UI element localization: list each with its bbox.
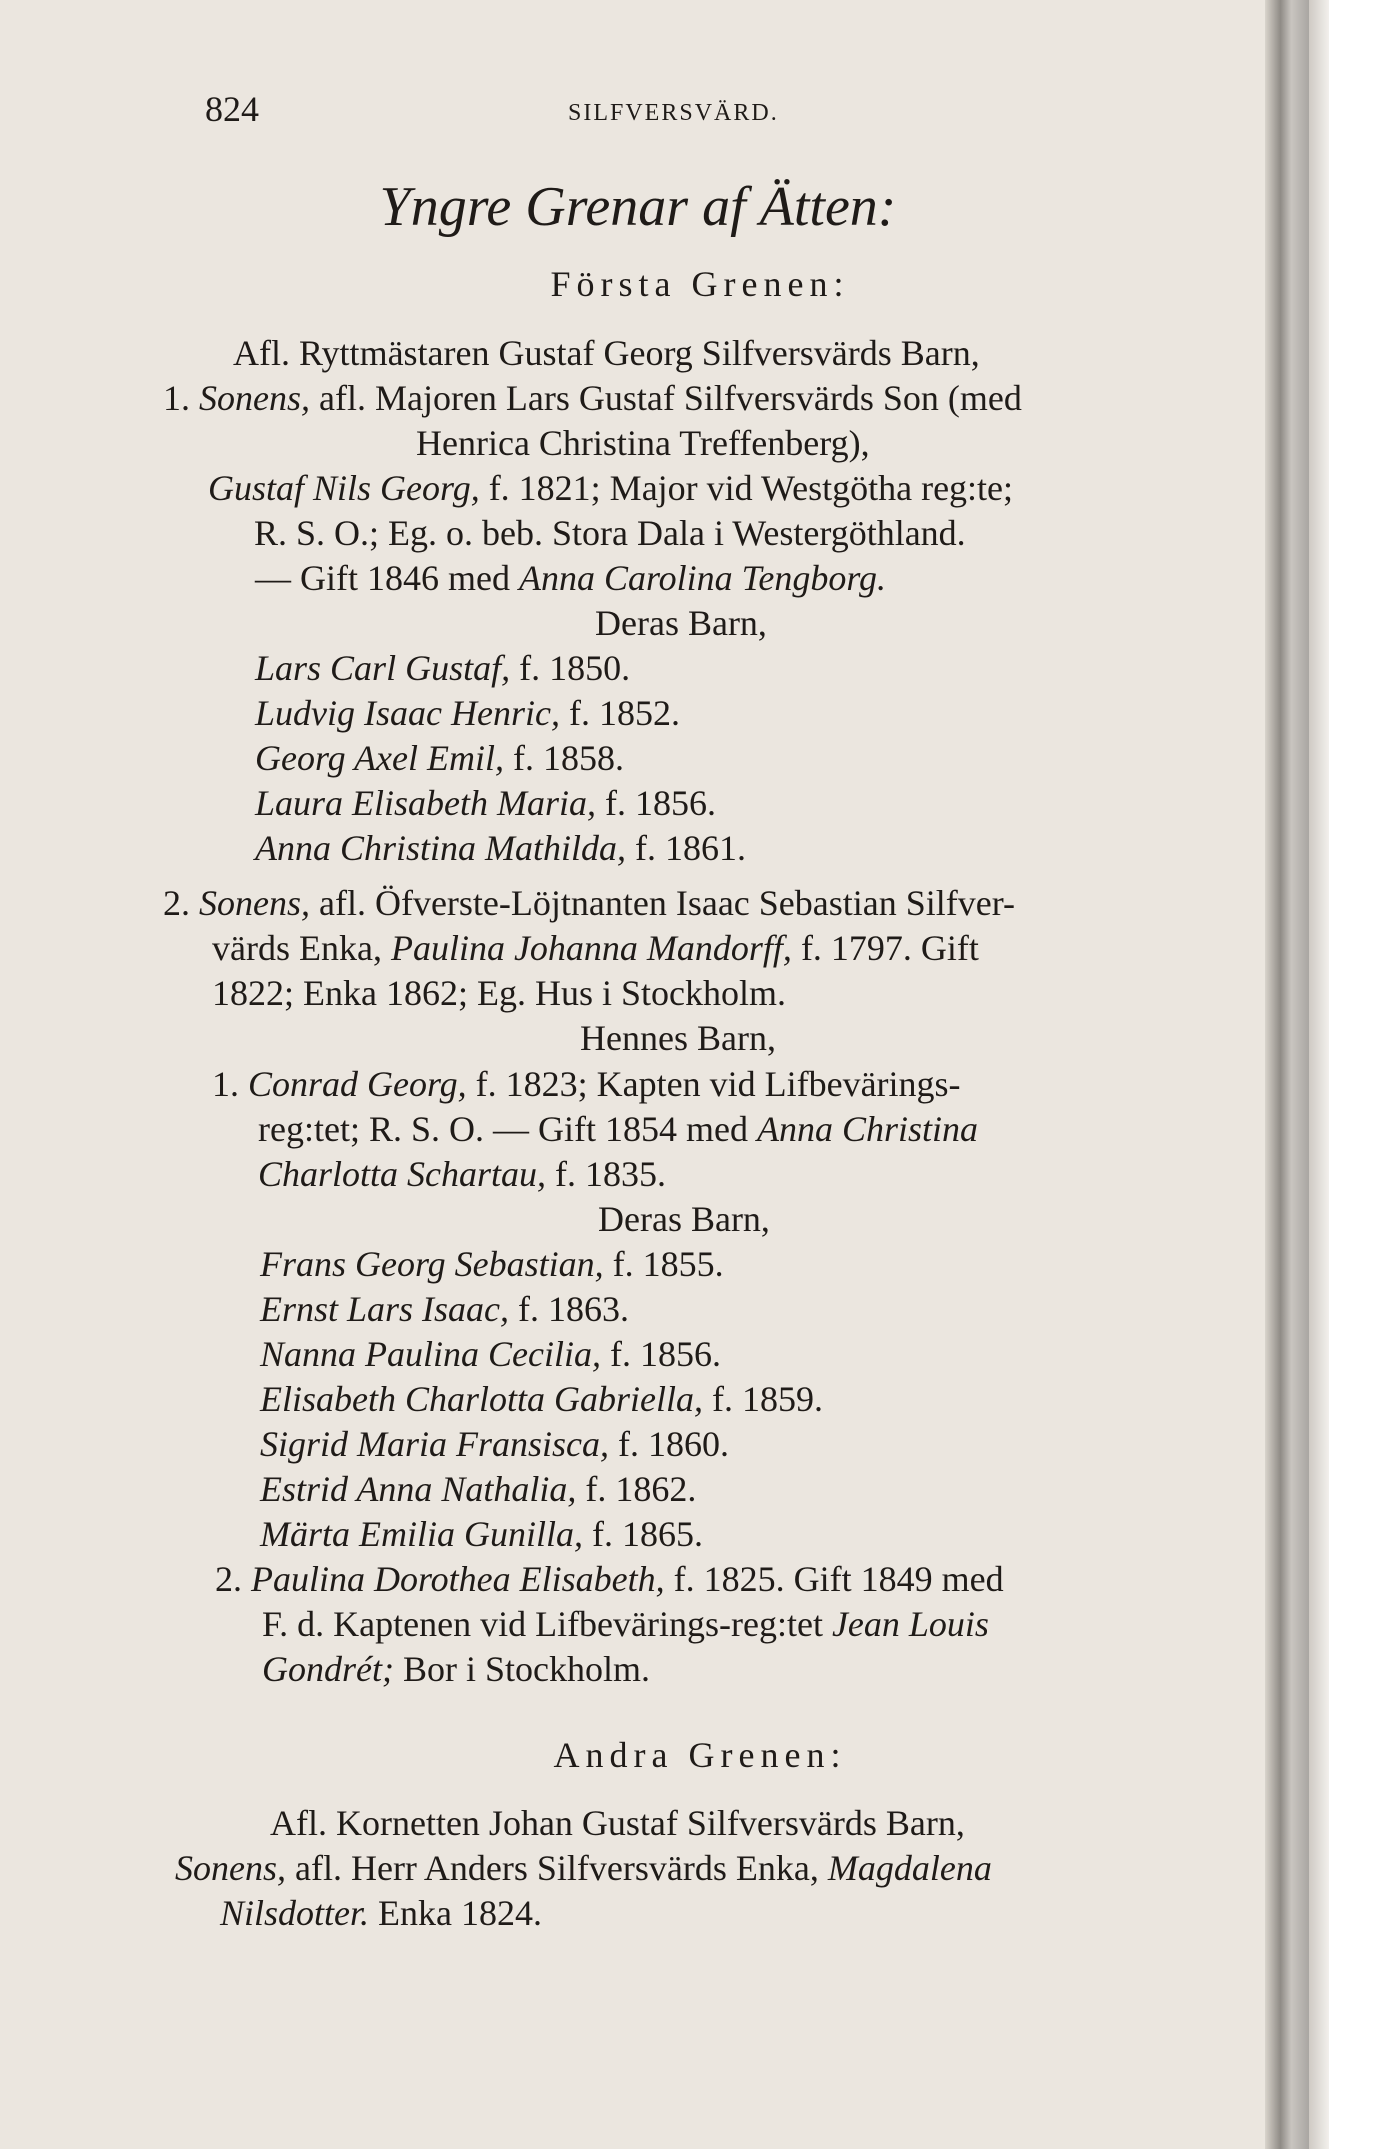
text-line: Anna Christina Mathilda, f. 1861. — [255, 828, 747, 868]
text-line: Nanna Paulina Cecilia, f. 1856. — [260, 1334, 721, 1374]
text-line: 2. Sonens, afl. Öfverste-Löjtnanten Isaac Sebastian Silfver- — [163, 883, 1016, 923]
text-line: Nilsdotter. Enka 1824. — [220, 1893, 542, 1933]
section-title: Yngre Grenar af Ätten: — [379, 176, 897, 238]
text-line: Estrid Anna Nathalia, f. 1862. — [260, 1469, 697, 1509]
text-line: Ludvig Isaac Henric, f. 1852. — [255, 693, 680, 733]
book-gutter — [1265, 0, 1309, 2149]
text-line: Henrica Christina Treffenberg), — [416, 423, 870, 463]
first-branch-heading: Första Grenen: — [550, 264, 850, 304]
text-line: Charlotta Schartau, f. 1835. — [258, 1154, 667, 1194]
text-line: Afl. Kornetten Johan Gustaf Silfversvärds Barn, — [270, 1803, 965, 1843]
text-line: Deras Barn, — [595, 603, 767, 643]
text-line: Gustaf Nils Georg, f. 1821; Major vid Westgötha reg:te; — [208, 468, 1014, 508]
text-line: Märta Emilia Gunilla, f. 1865. — [260, 1514, 703, 1554]
text-line: F. d. Kaptenen vid Lifbevärings-reg:tet Jean Louis — [262, 1604, 989, 1644]
text-line: Georg Axel Emil, f. 1858. — [255, 738, 624, 778]
text-line: 1822; Enka 1862; Eg. Hus i Stockholm. — [212, 973, 786, 1013]
text-line: Ernst Lars Isaac, f. 1863. — [260, 1289, 630, 1329]
text-line: Laura Elisabeth Maria, f. 1856. — [255, 783, 717, 823]
page-number: 824 — [205, 89, 259, 129]
text-line: värds Enka, Paulina Johanna Mandorff, f. 1797. Gift — [212, 928, 979, 968]
page-edge — [1309, 0, 1329, 2149]
text-line: Lars Carl Gustaf, f. 1850. — [255, 648, 631, 688]
page-header — [205, 88, 1185, 138]
text-line: Deras Barn, — [598, 1199, 770, 1239]
text-line: 2. Paulina Dorothea Elisabeth, f. 1825. Gift 1849 med — [215, 1559, 1004, 1599]
text-line: Sonens, afl. Herr Anders Silfversvärds Enka, Magdalena — [175, 1848, 992, 1888]
text-line: Frans Georg Sebastian, f. 1855. — [260, 1244, 724, 1284]
text-line: 1. Conrad Georg, f. 1823; Kapten vid Lifbevärings- — [212, 1064, 961, 1104]
second-branch-heading: Andra Grenen: — [553, 1735, 847, 1775]
text-line: 1. Sonens, afl. Majoren Lars Gustaf Silfversvärds Son (med — [163, 378, 1022, 418]
text-line: — Gift 1846 med Anna Carolina Tengborg. — [255, 558, 887, 598]
text-line: reg:tet; R. S. O. — Gift 1854 med Anna Christina — [258, 1109, 978, 1149]
running-head: SILFVERSVÄRD. — [568, 100, 779, 126]
text-line: Sigrid Maria Fransisca, f. 1860. — [260, 1424, 730, 1464]
text-line: Gondrét; Bor i Stockholm. — [262, 1649, 650, 1689]
text-line: Elisabeth Charlotta Gabriella, f. 1859. — [260, 1379, 824, 1419]
text-line: Afl. Ryttmästaren Gustaf Georg Silfversvärds Barn, — [233, 333, 980, 373]
text-line: R. S. O.; Eg. o. beb. Stora Dala i Westergöthland. — [254, 513, 966, 553]
text-line: Hennes Barn, — [580, 1018, 776, 1058]
